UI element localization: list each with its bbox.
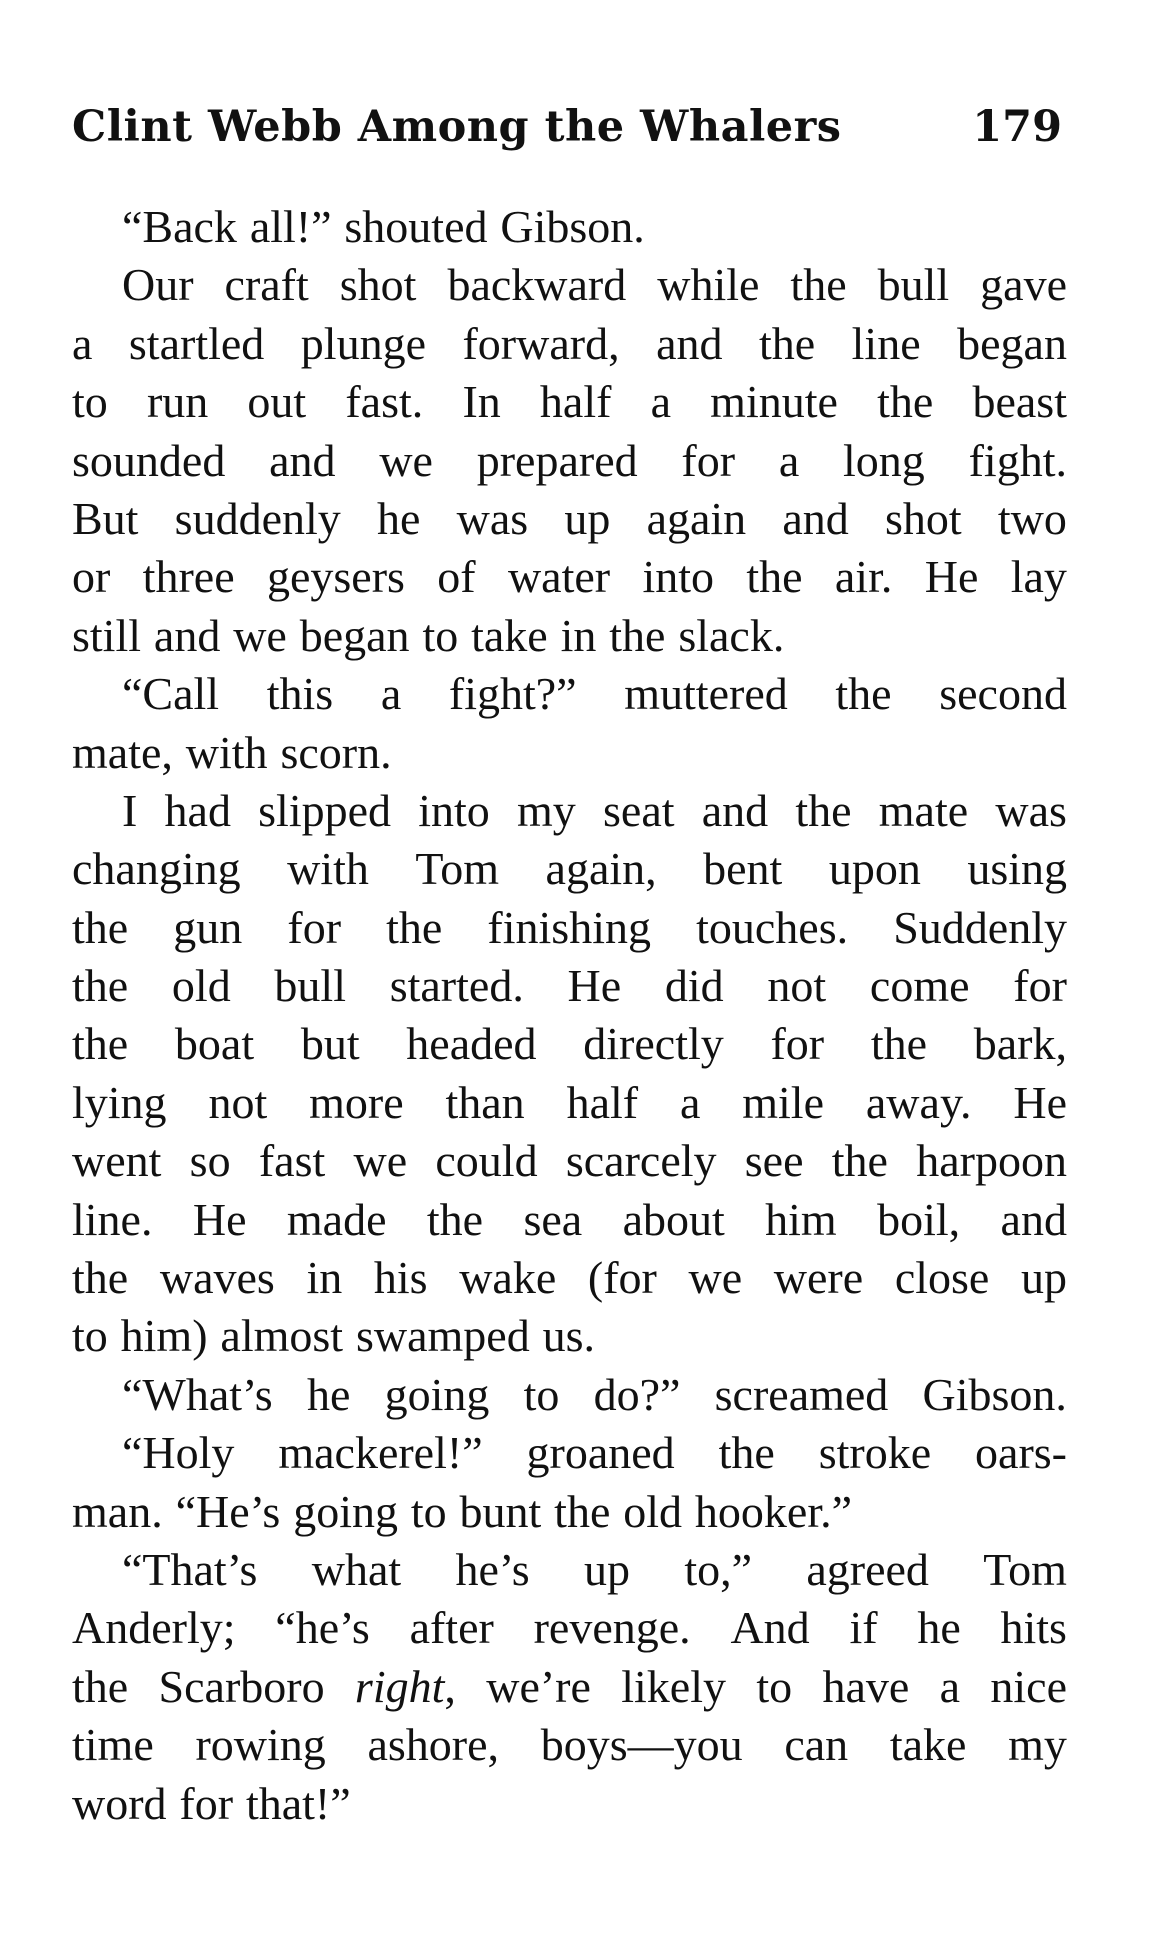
text-line: line. He made the sea about him boil, and [72, 1193, 1067, 1245]
text-line: or three geysers of water into the air. He lay [72, 551, 1067, 603]
text-line: word for that!” [72, 1777, 351, 1829]
text-line: But suddenly he was up again and shot two [72, 492, 1067, 544]
text-line: the gun for the finishing touches. Suddenly [72, 901, 1067, 953]
running-title: Clint Webb Among the Whalers [72, 102, 842, 152]
text-line: man. “He’s going to bunt the old hooker.” [72, 1485, 853, 1537]
running-head [72, 102, 1062, 162]
text-line: the boat but headed directly for the bark, [72, 1018, 1067, 1070]
text-line: went so fast we could scarcely see the harpoon [72, 1135, 1067, 1187]
text-line: to run out fast. In half a minute the beast [72, 376, 1067, 428]
text-line: Anderly; “he’s after revenge. And if he hits [72, 1602, 1067, 1654]
text-line: “Holy mackerel!” groaned the stroke oars- [122, 1427, 1067, 1479]
text-line: the old bull started. He did not come for [72, 960, 1067, 1012]
text-line: to him) almost swamped us. [72, 1310, 595, 1362]
text-line: “That’s what he’s up to,” agreed Tom [122, 1543, 1067, 1595]
text-line: the Scarboro right, we’re likely to have a nice [72, 1660, 1067, 1712]
text-line: “Call this a fight?” muttered the second [122, 668, 1067, 720]
text-line: Our craft shot backward while the bull gave [122, 259, 1067, 311]
text-line: mate, with scorn. [72, 726, 392, 778]
text-line: “What’s he going to do?” screamed Gibson. [122, 1368, 1067, 1420]
text-line: I had slipped into my seat and the mate was [122, 784, 1067, 836]
text-line: “Back all!” shouted Gibson. [122, 201, 645, 252]
text-line: a startled plunge forward, and the line began [72, 317, 1067, 369]
text-line: still and we began to take in the slack. [72, 609, 785, 661]
page-number: 179 [972, 102, 1062, 152]
text-line: the waves in his wake (for we were close up [72, 1252, 1067, 1304]
text-line: lying not more than half a mile away. He [72, 1076, 1067, 1128]
text-line: time rowing ashore, boys—you can take my [72, 1719, 1067, 1771]
text-line: sounded and we prepared for a long fight. [72, 434, 1067, 486]
text-line: changing with Tom again, bent upon using [72, 843, 1067, 895]
body-text [72, 198, 1067, 1833]
